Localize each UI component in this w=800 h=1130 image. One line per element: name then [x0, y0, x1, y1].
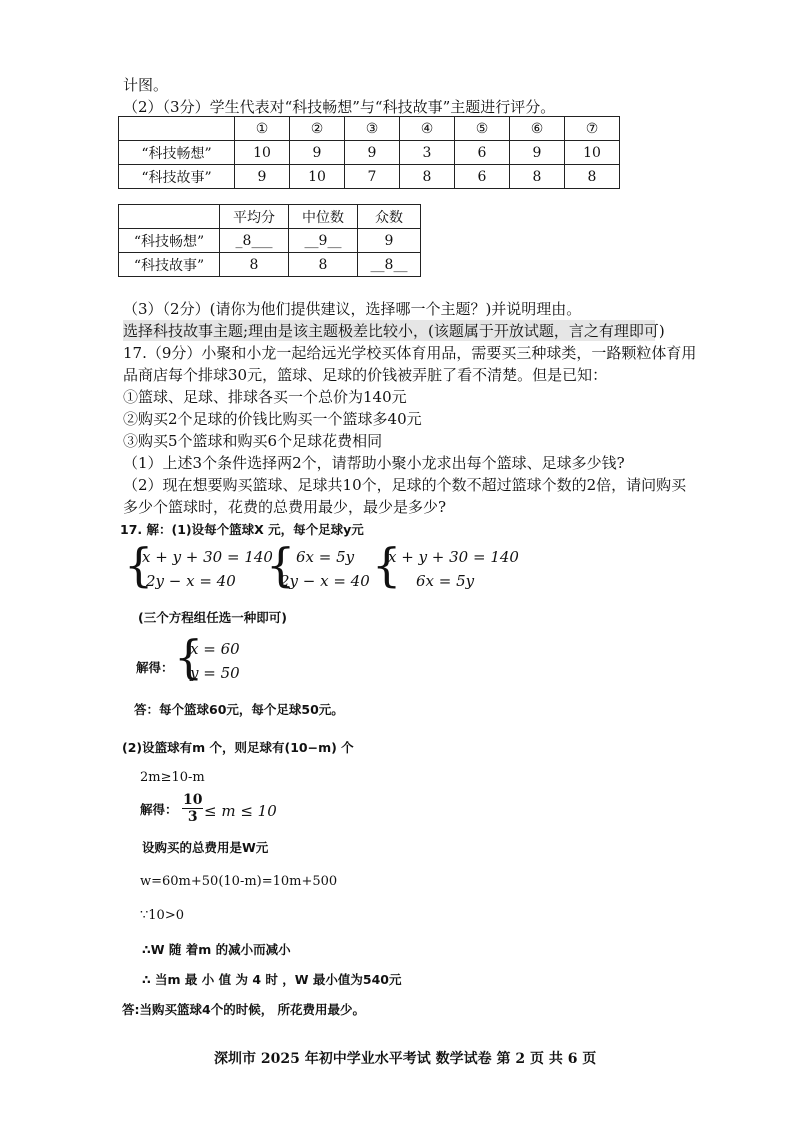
score-header-cell	[119, 117, 235, 141]
stats-header-cell: 众数	[358, 205, 421, 229]
score-cell: 8	[510, 165, 565, 189]
because-line: ∵10>0	[140, 908, 184, 923]
solution-value: y = 50	[190, 664, 240, 682]
question-3-answer: 选择科技故事主题;理由是该主题极差比较小，(该题属于开放试题，言之有理即可)	[123, 322, 665, 340]
sub-question-2-line-2: 多少个篮球时，花费的总费用最少，最少是多少?	[123, 498, 447, 516]
stats-cell: 8	[289, 253, 358, 277]
stats-cell: _8___	[220, 229, 289, 253]
score-cell: 10	[290, 165, 345, 189]
question-17-line-1: 17.（9分）小聚和小龙一起给远光学校买体育用品，需要买三种球类，一路颗粒体育用	[123, 344, 697, 362]
score-header-cell: ③	[345, 117, 400, 141]
condition-1: ①篮球、足球、排球各买一个总价为140元	[123, 388, 407, 406]
equation: 6x = 5y	[296, 548, 355, 566]
answer-2: 答:当购买篮球4个的时候， 所花费用最少。	[122, 1002, 366, 1017]
fraction-denominator: 3	[187, 809, 198, 825]
score-cell: 10	[565, 141, 620, 165]
score-table-header	[119, 117, 620, 141]
condition-2: ②购买2个足球的价钱比购买一个篮球多40元	[123, 410, 422, 428]
brace-system-2: {	[266, 538, 296, 592]
page-footer: 深圳市 2025 年初中学业水平考试 数学试卷 第 2 页 共 6 页	[214, 1051, 597, 1067]
score-cell: 8	[400, 165, 455, 189]
text-line-top: 计图。	[123, 76, 169, 94]
table-row	[119, 253, 421, 277]
equation: x + y + 30 = 140	[142, 548, 273, 566]
table-row	[119, 165, 620, 189]
stats-header-cell	[119, 205, 220, 229]
score-header-cell: ⑤	[455, 117, 510, 141]
brace-system-1: {	[124, 538, 154, 592]
equation: 6x = 5y	[416, 572, 475, 590]
score-header-cell: ⑦	[565, 117, 620, 141]
solution-intro: 17. 解：(1)设每个篮球X 元，每个足球y元	[120, 522, 364, 537]
equation: 2y − x = 40	[146, 572, 236, 590]
solution-value: x = 60	[190, 640, 240, 658]
stats-cell: 8	[220, 253, 289, 277]
question-2-text: （2）（3分）学生代表对“科技畅想”与“科技故事”主题进行评分。	[123, 98, 556, 116]
therefore-line-1: ∴W 随 着m 的减小而减小	[142, 942, 291, 957]
stats-header-cell: 平均分	[220, 205, 289, 229]
score-cell: 6	[455, 141, 510, 165]
stats-table	[118, 204, 421, 277]
solve-label: 解得：	[136, 660, 174, 675]
range-inequality: ≤ m ≤ 10	[204, 802, 277, 820]
stats-table-header	[119, 205, 421, 229]
row-label: “科技故事”	[119, 165, 235, 189]
score-table	[118, 116, 620, 189]
stats-cell: __8__	[358, 253, 421, 277]
score-cell: 9	[290, 141, 345, 165]
fraction-numerator: 10	[183, 792, 203, 808]
stats-cell: __9__	[289, 229, 358, 253]
question-17-line-2: 品商店每个排球30元，篮球、足球的价钱被弄脏了看不清楚。但是已知：	[123, 366, 608, 384]
table-row	[119, 229, 421, 253]
brace-system-3: {	[372, 538, 402, 592]
question-3-text: （3）（2分）(请你为他们提供建议，选择哪一个主题？)并说明理由。	[123, 300, 582, 318]
row-label: “科技故事”	[119, 253, 220, 277]
table-row	[119, 141, 620, 165]
score-header-cell: ②	[290, 117, 345, 141]
stats-header-cell: 中位数	[289, 205, 358, 229]
sub-question-1: （1）上述3个条件选择两2个，请帮助小聚小龙求出每个篮球、足球多少钱?	[123, 454, 625, 472]
cost-equation: w=60m+50(10-m)=10m+500	[140, 874, 338, 889]
score-cell: 7	[345, 165, 400, 189]
score-cell: 10	[235, 141, 290, 165]
equation: x + y + 30 = 140	[388, 548, 519, 566]
equation: 2y − x = 40	[280, 572, 370, 590]
score-header-cell: ④	[400, 117, 455, 141]
cost-definition: 设购买的总费用是W元	[142, 840, 269, 855]
score-cell: 8	[565, 165, 620, 189]
solution-note: (三个方程组任选一种即可)	[138, 610, 287, 625]
score-header-cell: ⑥	[510, 117, 565, 141]
fraction-ten-thirds	[182, 792, 203, 825]
score-cell: 6	[455, 165, 510, 189]
score-header-cell: ①	[235, 117, 290, 141]
stats-cell: 9	[358, 229, 421, 253]
solve-2-label: 解得：	[140, 802, 178, 817]
score-cell: 9	[345, 141, 400, 165]
therefore-line-2: ∴ 当m 最 小 值 为 4 时 ，W 最小值为540元	[142, 972, 402, 987]
part-2-setup: (2)设篮球有m 个，则足球有(10−m) 个	[122, 740, 354, 755]
row-label: “科技畅想”	[119, 141, 235, 165]
row-label: “科技畅想”	[119, 229, 220, 253]
score-cell: 9	[510, 141, 565, 165]
score-cell: 3	[400, 141, 455, 165]
condition-3: ③购买5个篮球和购买6个足球花费相同	[123, 432, 383, 450]
inequality: 2m≥10-m	[140, 770, 205, 785]
score-cell: 9	[235, 165, 290, 189]
sub-question-2-line-1: （2）现在想要购买篮球、足球共10个，足球的个数不超过篮球个数的2倍，请问购买	[123, 476, 687, 494]
answer-1: 答：每个篮球60元，每个足球50元。	[134, 702, 344, 717]
brace-solution: {	[174, 630, 204, 684]
